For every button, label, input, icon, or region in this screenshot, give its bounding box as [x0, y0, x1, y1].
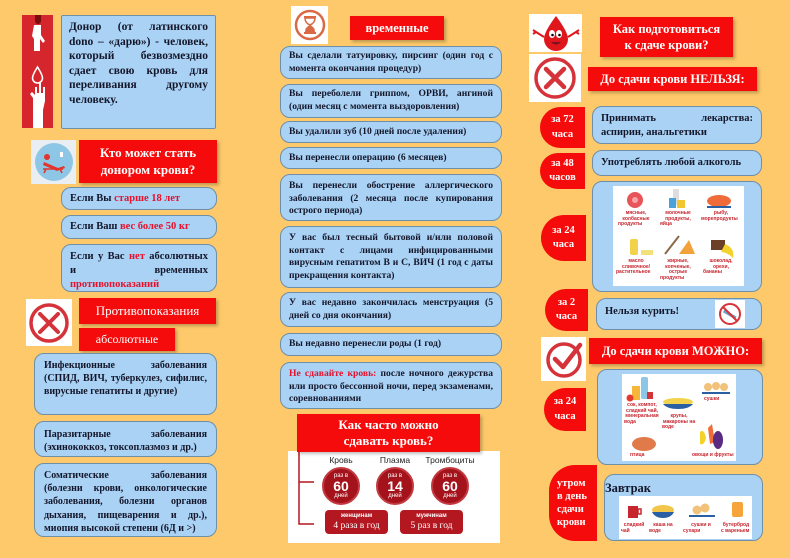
weight-highlight: вес более 50 кг — [119, 221, 190, 232]
temporary-item-8: Вы недавно перенесли роды (1 год) — [280, 333, 502, 356]
absolute-contraindication-1: Инфекционные заболевания (СПИД, ВИЧ, туберкулез, сифилис, вирусные гепатиты и другие) — [34, 353, 217, 415]
men-per-year: мужчинам 5 раз в год — [400, 510, 463, 534]
donor-hands-drop-icon — [22, 15, 53, 128]
red-x-icon — [28, 302, 70, 344]
temporary-item-1: Вы сделали татуировку, пирсинг (один год с момента окончания процедур) — [280, 46, 502, 79]
absolute-subtitle: абсолютные — [79, 328, 175, 351]
food-fish: рыбу, морепродукты — [701, 210, 738, 222]
time-tab-2h: за 2 часа — [545, 289, 588, 331]
red-x-icon — [533, 56, 577, 100]
donor-icon-strip — [22, 15, 53, 128]
forbidden-title: До сдачи крови НЕЛЬЗЯ: — [588, 67, 757, 91]
condition-weight: Если Ваш вес более 50 кг — [61, 215, 217, 239]
time-tab-24h-allowed: за 24 часа — [544, 388, 586, 431]
no-smoking-icon — [718, 302, 742, 326]
hourglass-icon — [294, 9, 326, 41]
condition-no-contraindications: Если у Вас нет абсолютных и временных противопоказаний — [61, 244, 217, 292]
condition-age: Если Вы старше 18 лет — [61, 187, 217, 210]
breakfast-image — [619, 496, 752, 539]
food-dairy: молочные продукты, яйца — [660, 210, 691, 227]
time-tab-72h: за 72 часа — [540, 107, 585, 148]
temporary-title: временные — [350, 16, 444, 40]
temporary-item-4: Вы перенесли операцию (6 месяцев) — [280, 147, 502, 169]
allowed-title: До сдачи крови МОЖНО: — [589, 338, 762, 364]
breakfast-title: Завтрак — [605, 481, 651, 495]
food-grains: крупы, макароны на воде — [662, 413, 696, 430]
forbidden-icon-box — [529, 54, 581, 102]
platelets-label: Тромбоциты — [425, 455, 475, 465]
time-tab-24h-forbidden: за 24 часа — [541, 215, 586, 261]
food-bagels: сушки — [704, 396, 720, 402]
temporary-item-7: У вас недавно закончилась менструация (5 дней со дня окончания) — [280, 292, 502, 327]
breakfast-box — [604, 474, 763, 541]
food-chocolate: шоколад, орехи, бананы — [703, 258, 733, 275]
food-poultry: птица — [630, 452, 645, 458]
food-drinks: сок, компот, сладкий чай, минеральная вода — [624, 402, 659, 425]
preparation-title: Как подготовиться к сдаче крови? — [600, 17, 733, 57]
plasma-label: Плазма — [379, 455, 411, 465]
platelets-frequency-circle: раз в 60 дней — [431, 467, 469, 505]
donor-definition — [61, 15, 216, 129]
food-butter: масло сливочное/ растительное — [616, 258, 651, 275]
temporary-item-6: У вас был тесный бытовой и/или половой контакт с лицами инфицированными вирусным гепатитом В и С, ВИЧ (1 год с даты прекращения контакта) — [280, 226, 502, 288]
age-highlight: старше 18 лет — [114, 193, 181, 204]
contraindications-icon-box — [26, 299, 72, 346]
absolute-contraindication-2: Паразитарные заболевания (эхинококкоз, токсоплазмоз и др.) — [34, 421, 217, 457]
women-per-year: женщинам 4 раза в год — [325, 510, 388, 534]
breakfast-porridge: каша на воде — [649, 522, 673, 534]
food-vegetables: овощи и фрукты — [692, 452, 734, 458]
blood-drop-mascot-icon — [530, 14, 582, 52]
temporary-icon-box — [291, 6, 328, 44]
forbidden-foods-box — [592, 181, 762, 292]
frequency-title: Как часто можно сдавать кровь? — [297, 414, 480, 452]
red-check-icon — [544, 339, 584, 379]
warning-highlight: Не сдавайте кровь: — [289, 368, 377, 379]
allowed-foods-image — [622, 374, 736, 461]
food-meat: мясные, колбасные продукты — [618, 210, 650, 227]
time-tab-morning: утром в день сдачи крови — [549, 465, 597, 541]
forbidden-smoking: Нельзя курить! — [596, 298, 762, 330]
breakfast-tea: сладкий чай — [621, 522, 645, 534]
temporary-item-5: Вы перенесли обострение аллергического заболевания (2 месяца после купирования острого периода) — [280, 174, 502, 221]
blood-label: Кровь — [329, 455, 353, 465]
reclining-donor-icon — [34, 142, 74, 182]
allowed-icon-box — [541, 337, 586, 381]
warning-no-donation: Не сдавайте кровь: после ночного дежурства или просто бессонной ночи, перед экзаменами, соревнованиями — [280, 362, 502, 409]
who-can-icon-box — [31, 140, 76, 184]
mascot-icon-box — [529, 14, 582, 52]
temporary-item-2: Вы переболели гриппом, ОРВИ, ангиной (один месяц с момента выздоровления) — [280, 84, 502, 118]
who-can-title: Кто может стать донором крови? — [79, 140, 217, 183]
forbidden-medication: Принимать лекарства: аспирин, анальгетики — [592, 106, 762, 144]
forbidden-foods-image — [613, 186, 744, 286]
food-fatty: жирные, копченые, острые продукты — [660, 258, 691, 281]
absolute-contraindication-3: Соматические заболевания (болезни крови, онкологические заболевания, болезни органов дыхания, пищеварения и др.), миопия высокой степени (6Д и >) — [34, 463, 217, 537]
no-smoking-icon-box — [715, 300, 745, 328]
breakfast-bagels: сушки и сухари — [683, 522, 711, 534]
temporary-item-3: Вы удалили зуб (10 дней после удаления) — [280, 121, 502, 143]
forbidden-alcohol: Употреблять любой алкоголь — [592, 150, 762, 176]
breakfast-sandwich: бутерброд с вареньем — [721, 522, 750, 534]
allowed-foods-box — [597, 369, 763, 465]
blood-frequency-circle: раз в 60 дней — [322, 467, 360, 505]
contraindications-title: Противопоказания — [79, 298, 216, 324]
plasma-frequency-circle: раз в 14 дней — [376, 467, 414, 505]
time-tab-48h: за 48 часов — [540, 153, 585, 189]
definition-text: Донор (от латинского dono – «дарю») - человек, который безвозмездно сдает свою кровь для переливания другому человеку. — [69, 21, 208, 106]
